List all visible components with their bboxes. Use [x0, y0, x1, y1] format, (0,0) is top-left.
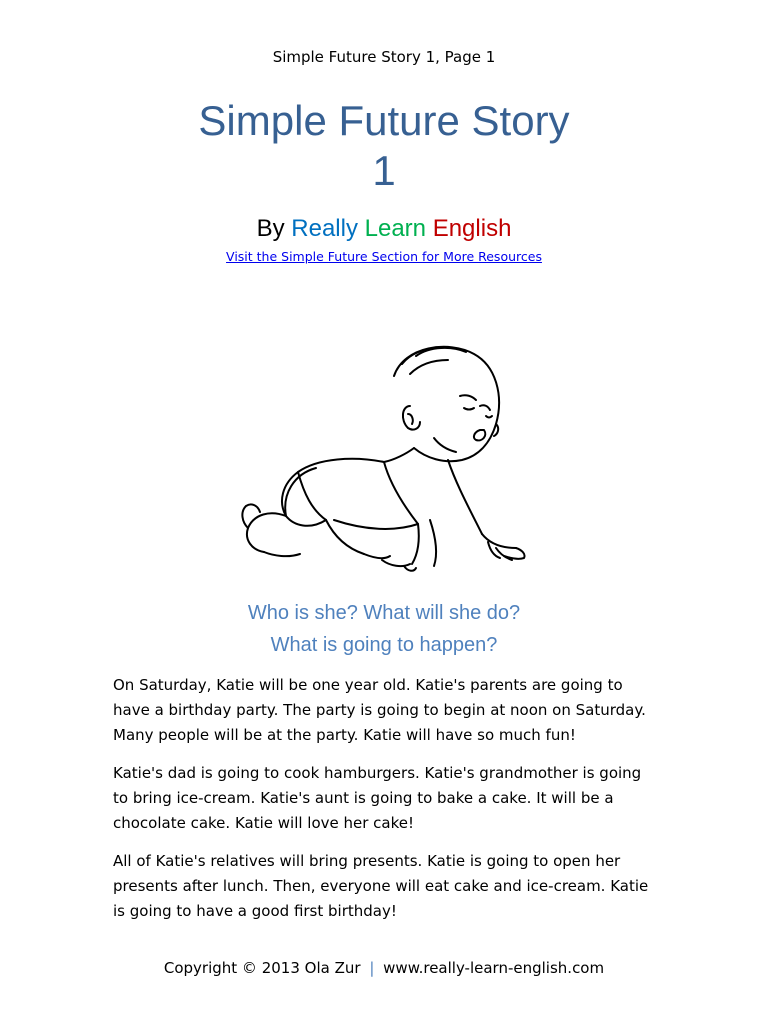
resource-link-container — [0, 249, 768, 265]
running-header-text: Simple Future Story 1, Page 1 — [272, 48, 496, 66]
byline — [0, 214, 768, 244]
byline-prefix: By — [256, 215, 285, 242]
byline-word-really: Really — [291, 215, 358, 242]
footer-copyright: Copyright © 2013 Ola Zur — [163, 959, 361, 977]
running-header — [0, 47, 768, 67]
footer-website: www.really-learn-english.com — [383, 959, 605, 977]
footer-separator: | — [369, 959, 375, 977]
byline-word-english: English — [432, 215, 512, 242]
question-line2: What is going to happen? — [270, 634, 498, 656]
page-title-line1: Simple Future Story — [198, 97, 570, 144]
page-footer — [0, 958, 768, 978]
story-paragraph-1: On Saturday, Katie will be one year old. Katie's parents are going to have a birthday party. The party is going to begin at noon on Saturday. Many people will be at the party. Katie will have so much fun! — [113, 676, 646, 744]
crawling-baby-illustration — [234, 334, 534, 584]
story-paragraph-3: All of Katie's relatives will bring presents. Katie is going to open her presents after lunch. Then, everyone will eat cake and ice-cream. Katie is going to have a good first birthday! — [113, 852, 649, 920]
guiding-questions — [0, 597, 768, 661]
story-paragraph-2: Katie's dad is going to cook hamburgers. Katie's grandmother is going to bring ice-cream. Katie's aunt is going to bake a cake. It will be a chocolate cake. Katie will love her cake! — [113, 764, 642, 832]
byline-word-learn: Learn — [364, 215, 427, 242]
story-body — [113, 673, 658, 937]
resource-link[interactable]: Visit the Simple Future Section for More Resources — [226, 249, 542, 264]
page-title — [0, 96, 768, 196]
question-line1: Who is she? What will she do? — [247, 602, 521, 624]
page-title-line2: 1 — [372, 147, 396, 194]
